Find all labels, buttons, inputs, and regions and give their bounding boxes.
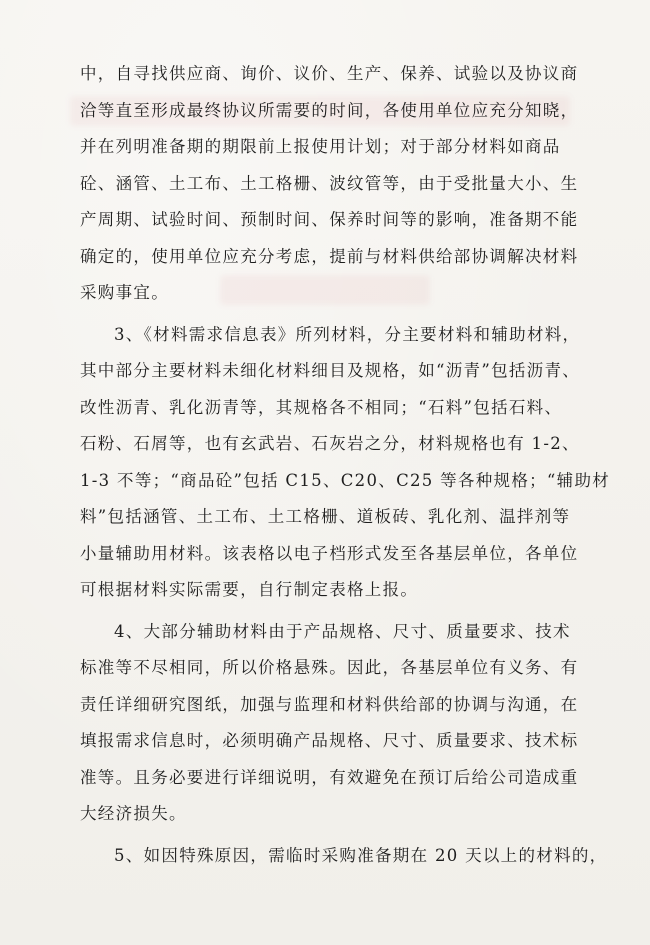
text-line: 改性沥青、乳化沥青等，其规格各不相同；“石料”包括石料、 bbox=[80, 397, 563, 417]
text-line: 填报需求信息时，必须明确产品规格、尺寸、质量要求、技术标 bbox=[80, 731, 579, 750]
text-line: 石粉、石屑等，也有玄武岩、石灰岩之分，材料规格也有 1-2、 bbox=[80, 434, 580, 453]
text-line: 其中部分主要材料未细化材料细目及规格，如“沥青”包括沥青、 bbox=[80, 361, 581, 380]
text-line: 采购事宜。 bbox=[80, 283, 169, 302]
text-line: 确定的，使用单位应充分考虑，提前与材料供给部协调解决材料 bbox=[80, 246, 579, 266]
text-line: 并在列明准备期的期限前上报使用计划；对于部分材料如商品 bbox=[80, 137, 561, 156]
text-line: 5、如因特殊原因，需临时采购准备期在 20 天以上的材料的， bbox=[114, 845, 608, 865]
text-line: 准等。且务必要进行详细说明，有效避免在预订后给公司造成重 bbox=[80, 767, 579, 787]
text-line: 中，自寻找供应商、询价、议价、生产、保养、试验以及协议商 bbox=[80, 64, 579, 83]
text-line: 3、《材料需求信息表》所列材料，分主要材料和辅助材料， bbox=[114, 324, 581, 344]
text-line: 产周期、试验时间、预制时间、保养时间等的影响，准备期不能 bbox=[80, 210, 579, 229]
text-line: 料”包括涵管、土工布、土工格栅、道板砖、乳化剂、温拌剂等 bbox=[80, 507, 571, 526]
text-line: 1-3 不等；“商品砼”包括 C15、C20、C25 等各种规格；“辅助材 bbox=[80, 470, 611, 490]
text-line: 4、大部分辅助材料由于产品规格、尺寸、质量要求、技术 bbox=[114, 621, 571, 641]
paragraph-item-4 bbox=[80, 614, 580, 833]
text-line: 砼、涵管、土工布、土工格栅、波纹管等，由于受批量大小、生 bbox=[80, 173, 579, 193]
text-line: 洽等直至形成最终协议所需要的时间，各使用单位应充分知晓， bbox=[80, 100, 579, 120]
text-line: 责任详细研究图纸，加强与监理和材料供给部的协调与沟通，在 bbox=[80, 694, 579, 714]
text-line: 小量辅助用材料。该表格以电子档形式发至各基层单位，各单位 bbox=[80, 543, 579, 563]
text-line: 可根据材料实际需要，自行制定表格上报。 bbox=[80, 580, 419, 599]
document-body bbox=[80, 56, 611, 874]
text-line: 标准等不尽相同，所以价格悬殊。因此，各基层单位有义务、有 bbox=[80, 658, 579, 677]
paragraph-item-5 bbox=[80, 838, 608, 875]
text-line: 大经济损失。 bbox=[80, 804, 187, 823]
paragraph-continuation bbox=[80, 56, 580, 312]
paragraph-item-3 bbox=[80, 317, 611, 609]
